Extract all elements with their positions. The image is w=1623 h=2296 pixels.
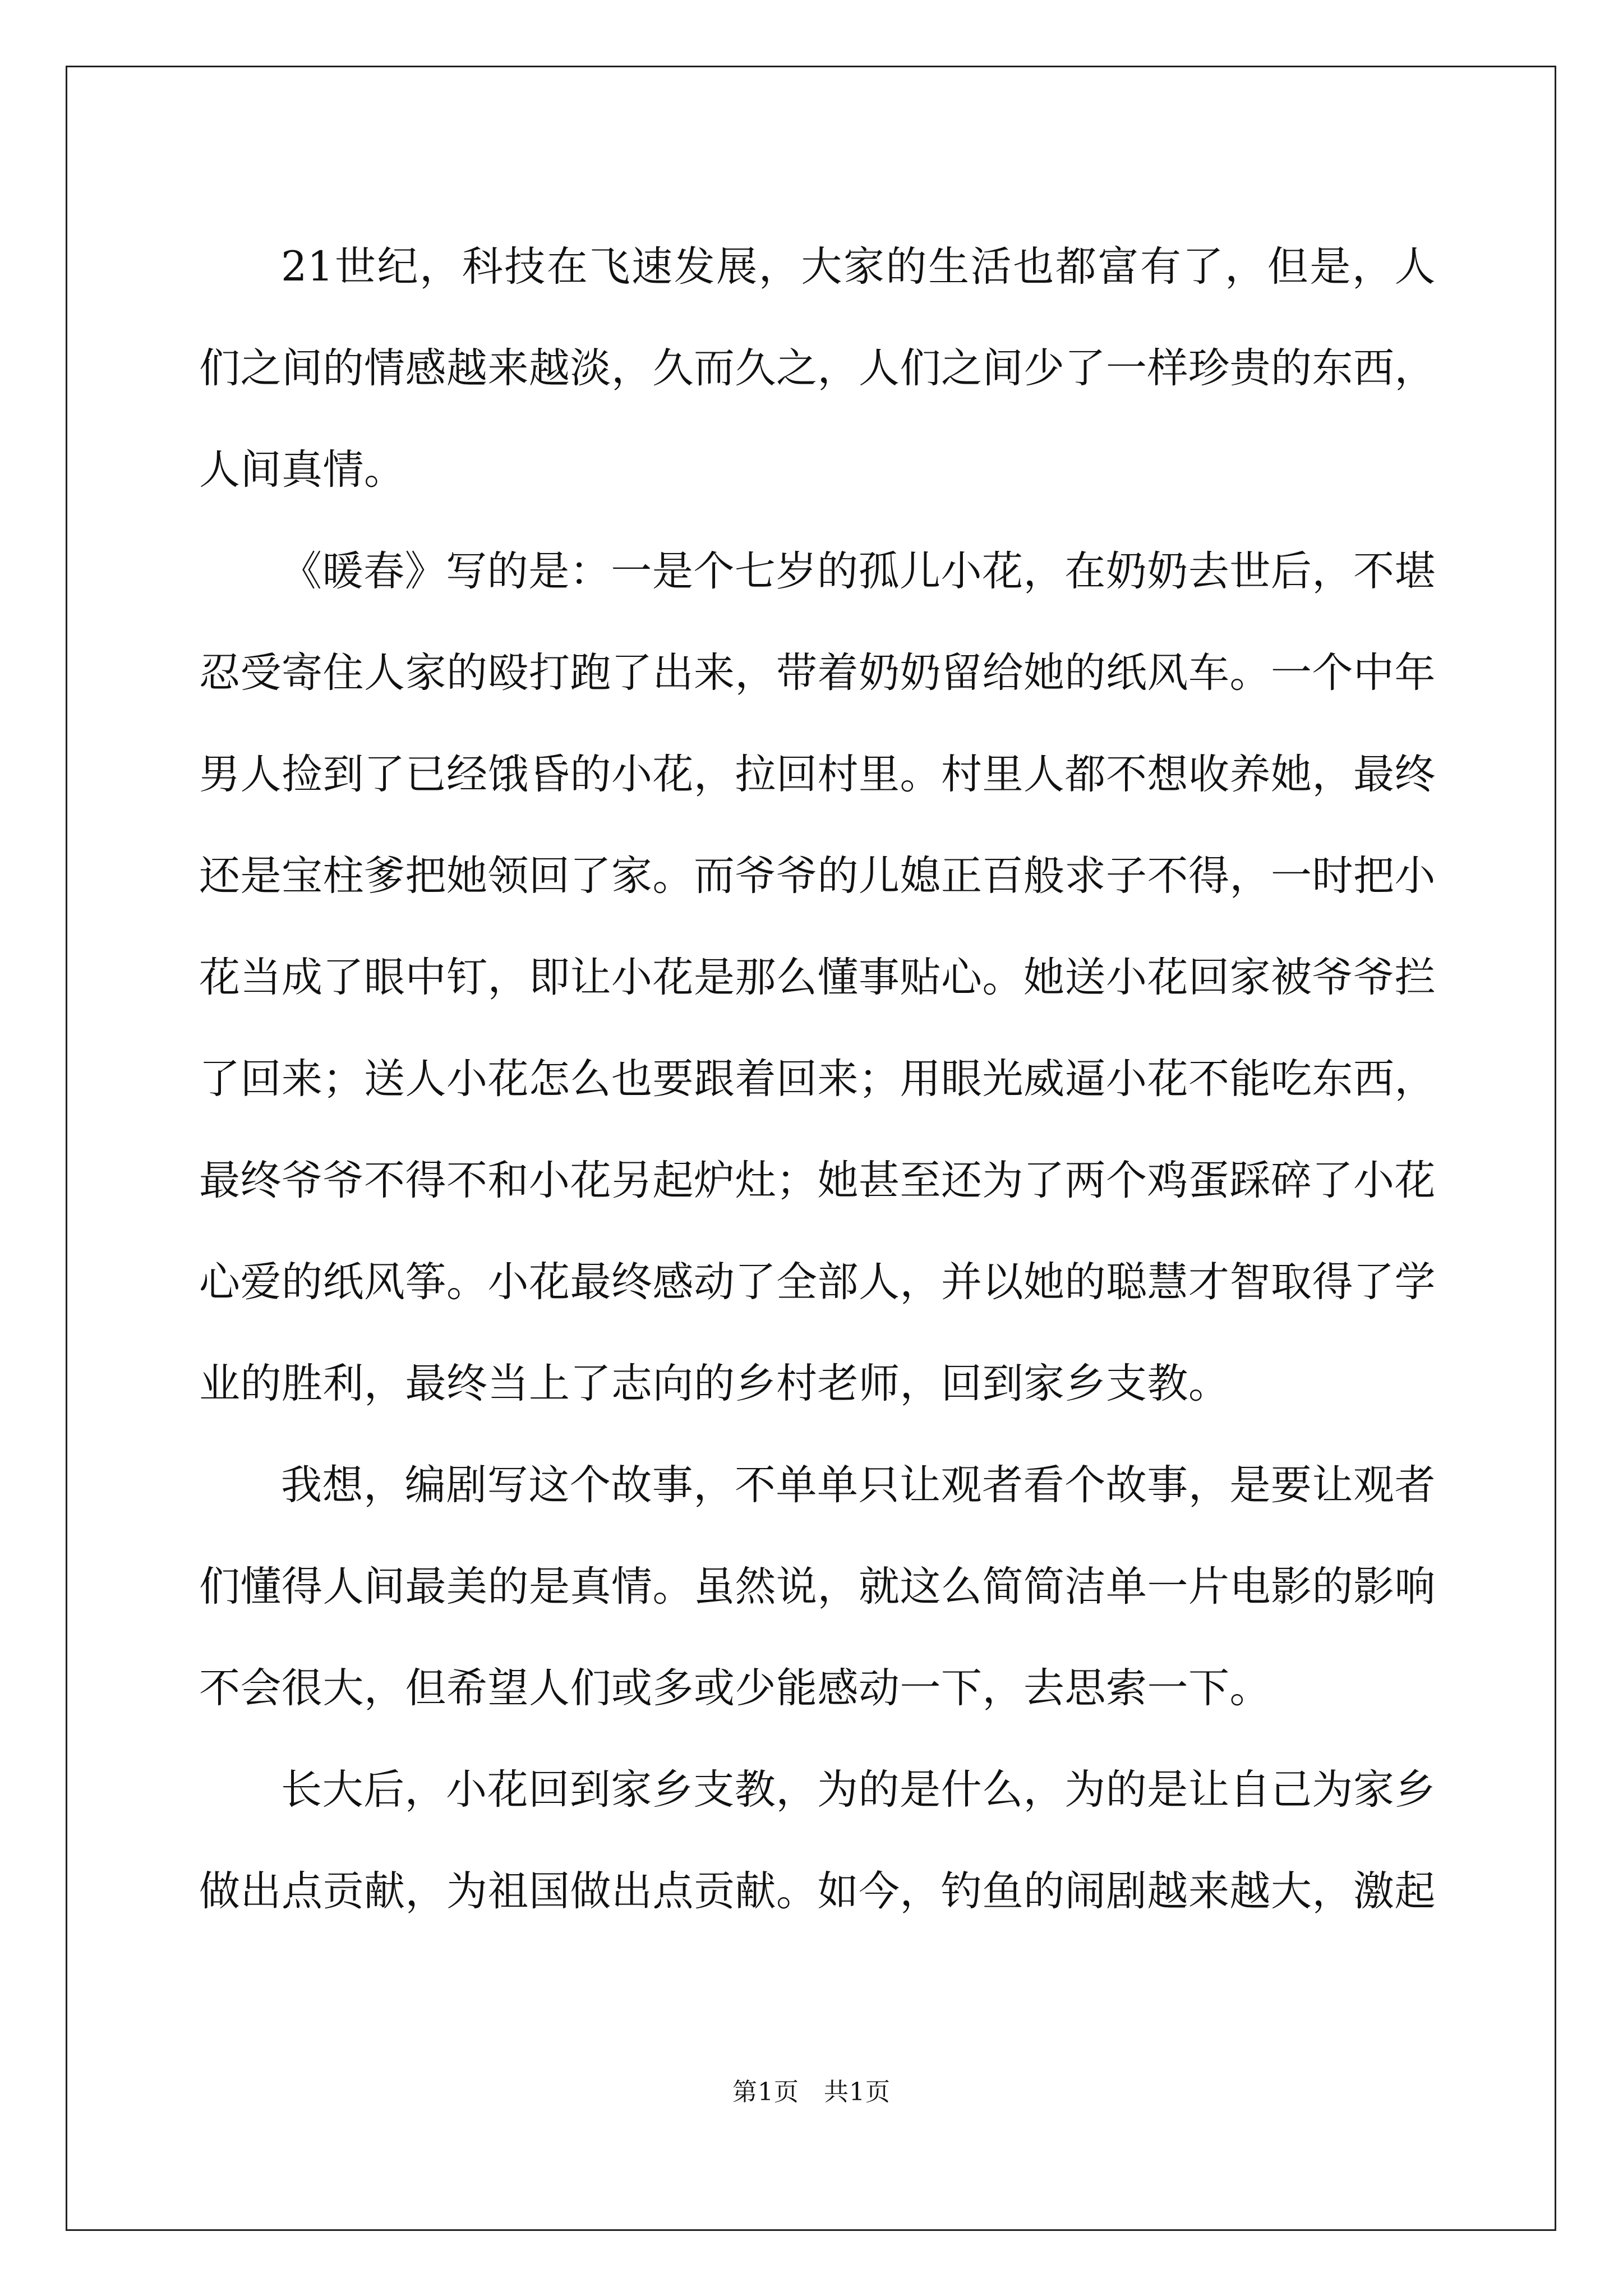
page-footer (0, 2076, 1623, 2109)
paragraph: 我想，编剧写这个故事，不单单只让观者看个故事，是要让观者们懂得人间最美的是真情。虽然说，就这么简简洁单一片电影的影响不会很大，但希望人们或多或少能感动一下，去思索一下。 (199, 1461, 1436, 1712)
page-number: 第1页 (732, 2078, 799, 2106)
paragraph: 21世纪，科技在飞速发展，大家的生活也都富有了，但是，人们之间的情感越来越淡，久而久之，人们之间少了一样珍贵的东西，人间真情。 (199, 243, 1436, 494)
page-total: 共1页 (824, 2078, 891, 2106)
paragraph: 长大后，小花回到家乡支教，为的是什么，为的是让自己为家乡做出点贡献，为祖国做出点贡献。如今，钓鱼的闹剧越来越大，激起 (199, 1766, 1436, 1915)
paragraph: 《暖春》写的是：一是个七岁的孤儿小花，在奶奶去世后，不堪忍受寄住人家的殴打跑了出来，带着奶奶留给她的纸风车。一个中年男人捡到了已经饿昏的小花，拉回村里。村里人都不想收养她，最终还是宝柱爹把她领回了家。而爷爷的儿媳正百般求子不得，一时把小花当成了眼中钉，即让小花是那么懂事贴心。她送小花回家被爷爷拦了回来；送人小花怎么也要跟着回来；用眼光威逼小花不能吃东西，最终爷爷不得不和小花另起炉灶；她甚至还为了两个鸡蛋踩碎了小花心爱的纸风筝。小花最终感动了全部人，并以她的聪慧才智取得了学业的胜利，最终当上了志向的乡村老师，回到家乡支教。 (199, 547, 1436, 1407)
document-body (199, 216, 1436, 1942)
